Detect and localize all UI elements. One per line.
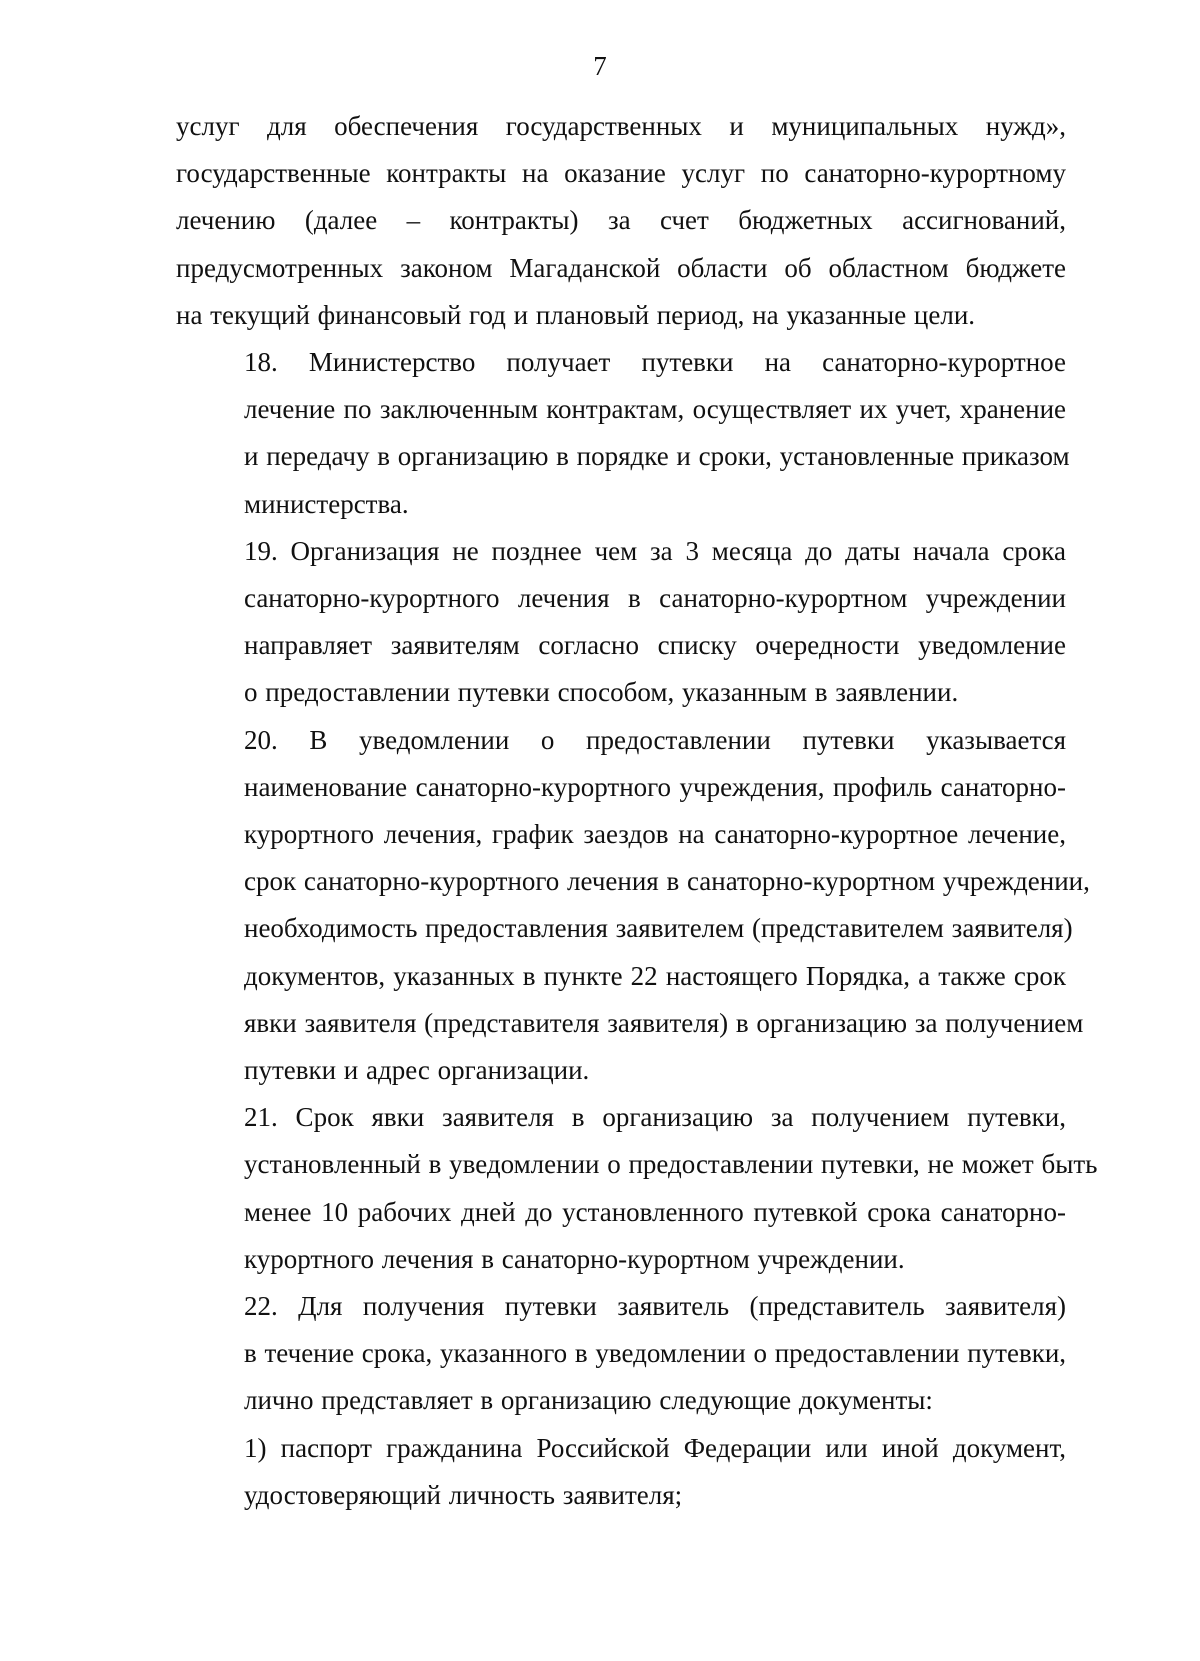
text-line: лечение по заключенным контрактам, осуществляет их учет, хранение xyxy=(244,394,1066,425)
text-line: установленный в уведомлении о предоставлении путевки, не может быть xyxy=(244,1149,1098,1180)
text-line: явки заявителя (представителя заявителя) в организацию за получением xyxy=(244,1007,1084,1038)
text-line: 19. Организация не позднее чем за 3 месяца до даты начала срока xyxy=(244,535,1066,566)
text-line: путевки и адрес организации. xyxy=(244,1055,590,1086)
text-line: и передачу в организацию в порядке и сроки, установленные приказом xyxy=(244,441,1070,472)
text-line: государственные контракты на оказание услуг по санаторно-курортному xyxy=(176,158,1066,189)
paragraph-continuation xyxy=(176,103,1066,339)
paragraph-22 xyxy=(176,1283,1066,1425)
text-line: лечению (далее – контракты) за счет бюджетных ассигнований, xyxy=(176,205,1066,236)
text-line: наименование санаторно-курортного учреждения, профиль санаторно- xyxy=(244,771,1066,802)
text-line: направляет заявителям согласно списку очередности уведомление xyxy=(244,630,1066,661)
paragraph-18 xyxy=(176,339,1070,528)
text-line: в течение срока, указанного в уведомлении о предоставлении путевки, xyxy=(244,1338,1067,1369)
text-line: предусмотренных законом Магаданской области об областном бюджете xyxy=(176,252,1066,283)
text-line: менее 10 рабочих дней до установленного путевкой срока санаторно- xyxy=(244,1196,1066,1227)
text-line: о предоставлении путевки способом, указанным в заявлении. xyxy=(244,677,959,708)
text-line: срок санаторно-курортного лечения в санаторно-курортном учреждении, xyxy=(244,866,1090,897)
text-line: санаторно-курортного лечения в санаторно-курортном учреждении xyxy=(244,583,1066,614)
text-line: удостоверяющий личность заявителя; xyxy=(244,1479,683,1510)
text-line: 1) паспорт гражданина Российской Федерации или иной документ, xyxy=(244,1432,1066,1463)
paragraph-21 xyxy=(176,1094,1098,1283)
text-line: документов, указанных в пункте 22 настоящего Порядка, а также срок xyxy=(244,960,1066,991)
text-line: необходимость предоставления заявителем (представителем заявителя) xyxy=(244,913,1073,944)
paragraph-19 xyxy=(176,528,1066,717)
text-line: лично представляет в организацию следующие документы: xyxy=(244,1385,933,1416)
text-line: на текущий финансовый год и плановый период, на указанные цели. xyxy=(176,299,976,330)
document-body xyxy=(176,103,1098,1519)
paragraph-20 xyxy=(176,717,1090,1095)
paragraph-22-item-1 xyxy=(176,1425,1066,1519)
text-line: курортного лечения, график заездов на санаторно-курортное лечение, xyxy=(244,819,1066,850)
text-line: 20. В уведомлении о предоставлении путевки указывается xyxy=(244,724,1066,755)
text-line: 21. Срок явки заявителя в организацию за получением путевки, xyxy=(244,1102,1066,1133)
text-line: 18. Министерство получает путевки на санаторно-курортное xyxy=(244,347,1066,378)
text-line: курортного лечения в санаторно-курортном учреждении. xyxy=(244,1243,905,1274)
text-line: министерства. xyxy=(244,488,409,519)
text-line: 22. Для получения путевки заявитель (представитель заявителя) xyxy=(244,1291,1066,1322)
text-line: услуг для обеспечения государственных и муниципальных нужд», xyxy=(176,111,1066,141)
page-number: 7 xyxy=(593,51,607,81)
